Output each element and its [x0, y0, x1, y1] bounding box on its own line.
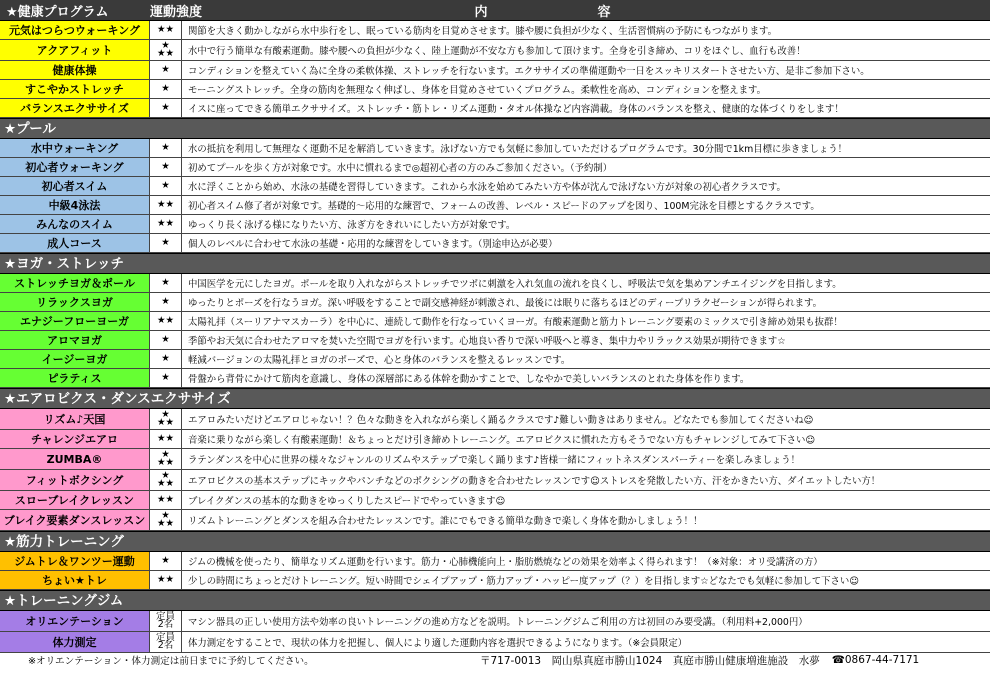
program-description: 軽減バージョンの太陽礼拝とヨガのポーズで、心と身体のバランスを整えるレッスンです。	[188, 355, 571, 366]
intensity-line: ★	[161, 40, 170, 51]
program-name: ピラティス	[0, 369, 150, 387]
program-description: モーニングストレッチ。全身の筋肉を無理なく伸ばし、身体を目覚めさせていくプログラム。柔軟性を高め、コンディションを整えます。	[188, 85, 766, 96]
program-description: 個人のレベルに合わせて水泳の基礎・応用的な練習をしていきます。（別途申込が必要）	[188, 239, 558, 250]
footer-tel: ☎0867-44-7171	[831, 654, 920, 666]
program-name: ZUMBA®	[0, 449, 150, 469]
intensity-stars: ★	[150, 139, 182, 157]
program-description: 初めてプールを歩く方が対象です。水中に慣れるまで◎超初心者の方のみご参加ください。（予約制）	[188, 163, 613, 174]
program-name: 健康体操	[0, 61, 150, 79]
program-name: みんなのスイム	[0, 215, 150, 233]
program-row	[0, 177, 990, 196]
program-row	[0, 139, 990, 158]
program-row	[0, 196, 990, 215]
section-title: ★エアロビクス・ダンスエクササイズ	[0, 388, 990, 409]
intensity-stars	[150, 611, 182, 631]
table-header	[0, 0, 990, 21]
program-name: スローブレイクレッスン	[0, 491, 150, 509]
intensity-stars: ★	[150, 234, 182, 252]
footer-address: 〒717-0013 岡山県真庭市勝山1024 真庭市勝山健康増進施設 水夢	[480, 654, 820, 667]
program-row	[0, 510, 990, 531]
intensity-stars: ★	[150, 552, 182, 570]
intensity-line: ★	[161, 510, 170, 521]
program-row	[0, 21, 990, 40]
intensity-stars	[150, 510, 182, 530]
intensity-stars: ★★	[150, 196, 182, 214]
program-name: アロマヨガ	[0, 331, 150, 349]
intensity-stars	[150, 40, 182, 60]
program-row	[0, 571, 990, 590]
intensity-line: 定員	[155, 611, 175, 622]
program-row	[0, 350, 990, 369]
program-description: 音楽に乗りながら楽しく有酸素運動！＆ちょっとだけ引き締めトレーニング。エアロビクスに慣れた方もそうでない方もチャレンジしてみて下さい☺	[188, 435, 816, 446]
intensity-line: ★★	[156, 457, 175, 468]
intensity-stars: ★	[150, 99, 182, 117]
header-intensity-label: 運動強度	[150, 4, 203, 20]
program-row	[0, 430, 990, 449]
intensity-line: 2名	[157, 619, 174, 630]
intensity-stars: ★★	[150, 312, 182, 330]
program-row	[0, 274, 990, 293]
program-description: マシン器具の正しい使用方法や効率の良いトレーニングの進め方などを説明。トレーニングジムご利用の方は初回のみ要受講。（利用料+2,000円）	[188, 617, 808, 628]
program-row	[0, 215, 990, 234]
program-description: ジムの機械を使ったり、簡単なリズム運動を行います。筋力・心肺機能向上・脂肪燃焼などの効果を効率よく得られます！（※対象：オリ受講済の方）	[188, 557, 823, 568]
program-name: ジムトレ＆ワンツー運動	[0, 552, 150, 570]
program-row	[0, 369, 990, 388]
intensity-stars: ★	[150, 274, 182, 292]
header-content-label: 内容	[474, 4, 721, 20]
intensity-stars: ★★	[150, 571, 182, 589]
intensity-stars	[150, 632, 182, 652]
program-description: ゆったりとポーズを行なうヨガ。深い呼吸をすることで副交感神経が刺激され、最後には眠りに落ちるほどのディープリラクゼーションが得られます。	[188, 298, 823, 309]
program-description: 水中で行う簡単な有酸素運動。膝や腰への負担が少なく、陸上運動が不安な方も参加して頂けます。全身を引き締め、コリをほぐし、血行も改善！	[188, 46, 806, 57]
program-row	[0, 632, 990, 653]
intensity-stars	[150, 470, 182, 490]
intensity-stars: ★	[150, 350, 182, 368]
program-description: 関節を大きく動かしながら水中歩行をし、眠っている筋肉を目覚めさせます。膝や腰に負担が少なく、生活習慣病の予防にもつながります。	[188, 26, 777, 37]
intensity-line: 2名	[157, 640, 174, 651]
intensity-stars: ★	[150, 158, 182, 176]
program-description: ゆっくり長く泳げる様になりたい方、泳ぎ方をきれいにしたい方が対象です。	[188, 220, 516, 231]
program-name: チャレンジエアロ	[0, 430, 150, 448]
intensity-stars: ★	[150, 61, 182, 79]
program-description: 水に浮くことから始め、水泳の基礎を習得していきます。これから水泳を始めてみたい方や体が沈んで泳げない方が対象の初心者クラスです。	[188, 182, 786, 193]
program-description: 太陽礼拝（スーリアナマスカーラ）を中心に、連続して動作を行なっていくヨーガ。有酸素運動と筋力トレーニング要素のミックスで引き締め効果も抜群！	[188, 317, 843, 328]
intensity-stars: ★★	[150, 491, 182, 509]
program-description: リズムトレーニングとダンスを組み合わせたレッスンです。誰にでもできる簡単な動きで楽しく身体を動かしましょう！！	[188, 516, 703, 527]
program-description: エアロみたいだけどエアロじゃない！？色々な動きを入れながら楽しく踊るクラスです♪難しい動きはありません。どなたでも参加してくださいね☺	[188, 415, 814, 426]
program-row	[0, 40, 990, 61]
program-description: 中国医学を元にしたヨガ。ポールを取り入れながらストレッチでツボに刺激を入れ気血の流れを良くし、呼吸法で気を集めアンチエイジングを目指します。	[188, 279, 842, 290]
program-row	[0, 158, 990, 177]
program-name: 初心者ウォーキング	[0, 158, 150, 176]
program-row	[0, 470, 990, 491]
program-row	[0, 552, 990, 571]
intensity-line: 定員	[155, 632, 175, 643]
program-name: すこやかストレッチ	[0, 80, 150, 98]
header-program-label: ★健康プログラム	[6, 4, 109, 20]
program-name: 初心者スイム	[0, 177, 150, 195]
section-title: ★プール	[0, 118, 990, 139]
program-name: 成人コース	[0, 234, 150, 252]
program-description: 少しの時間にちょっとだけトレーニング。短い時間でシェイプアップ・筋力アップ・ハッピー度アップ（？）を目指します☆どなたでも気軽に参加して下さい☺	[188, 576, 860, 587]
program-row	[0, 234, 990, 253]
intensity-line: ★	[161, 409, 170, 420]
program-description: 骨盤から背骨にかけて筋肉を意識し、身体の深層部にある体幹を動かすことで、しなやかで美しいバランスのとれた身体を作ります。	[188, 374, 750, 385]
program-description: 季節やお天気に合わせたアロマを焚いた空間でヨガを行います。心地良い香りで深い呼吸へと導き、集中力やリラックス効果が期待できます☆	[188, 336, 786, 347]
program-description: エアロビクスの基本ステップにキックやパンチなどのボクシングの動きを合わせたレッスンです☺ストレスを発散したい方、汗をかきたい方、ダイエットしたい方！	[188, 476, 881, 487]
intensity-line: ★★	[156, 478, 175, 489]
program-name: リズム♪天国	[0, 409, 150, 429]
intensity-stars: ★★	[150, 215, 182, 233]
program-name: リラックスヨガ	[0, 293, 150, 311]
intensity-stars	[150, 449, 182, 469]
program-name: 中級4泳法	[0, 196, 150, 214]
program-description: ラテンダンスを中心に世界の様々なジャンルのリズムやステップで楽しく踊ります♪皆様一緒にフィットネスダンスパーティーを楽しみましょう！	[188, 455, 801, 466]
program-row	[0, 99, 990, 118]
program-name: ストレッチヨガ＆ポール	[0, 274, 150, 292]
intensity-stars: ★	[150, 80, 182, 98]
program-row	[0, 449, 990, 470]
intensity-line: ★★	[156, 48, 175, 59]
program-name: バランスエクササイズ	[0, 99, 150, 117]
intensity-stars: ★	[150, 293, 182, 311]
program-row	[0, 611, 990, 632]
program-name: ちょい★トレ	[0, 571, 150, 589]
program-sections	[0, 21, 990, 653]
program-name: 元気はつらつウォーキング	[0, 21, 150, 39]
program-description: イスに座ってできる簡単エクササイズ。ストレッチ・筋トレ・リズム運動・タオル体操など内容満載。身体のバランスを整え、健康的な体づくりをします！	[188, 104, 844, 115]
program-row	[0, 293, 990, 312]
intensity-stars	[150, 409, 182, 429]
program-row	[0, 80, 990, 99]
intensity-line: ★★	[156, 417, 175, 428]
footer-note: ※オリエンテーション・体力測定は前日までに予約してください。	[28, 656, 314, 667]
intensity-line: ★	[161, 449, 170, 460]
section-title: ★ヨガ・ストレッチ	[0, 253, 990, 274]
intensity-stars: ★★	[150, 430, 182, 448]
program-name: エナジーフローヨーガ	[0, 312, 150, 330]
program-row	[0, 312, 990, 331]
intensity-stars: ★	[150, 177, 182, 195]
program-row	[0, 61, 990, 80]
program-row	[0, 491, 990, 510]
program-name: ブレイク要素ダンスレッスン	[0, 510, 150, 530]
intensity-stars: ★★	[150, 21, 182, 39]
program-description: 水の抵抗を利用して無理なく運動不足を解消していきます。泳げない方でも気軽に参加していただけるプログラムです。30分間で1km目標に歩きましょう！	[188, 144, 847, 155]
program-name: 体力測定	[0, 632, 150, 652]
intensity-line: ★	[161, 470, 170, 481]
section-title: ★トレーニングジム	[0, 590, 990, 611]
program-description: コンディションを整えていく為に全身の柔軟体操、ストレッチを行ないます。エクササイズの準備運動や一日をスッキリスタートさせたい方、是非ご参加下さい。	[188, 66, 870, 77]
program-description: 体力測定をすることで、現状の体力を把握し、個人により適した運動内容を選択できるようになります。（※会員限定）	[188, 638, 688, 649]
intensity-line: ★★	[156, 518, 175, 529]
program-name: イージーヨガ	[0, 350, 150, 368]
intensity-stars: ★	[150, 369, 182, 387]
intensity-stars: ★	[150, 331, 182, 349]
program-row	[0, 409, 990, 430]
program-description: ブレイクダンスの基本的な動きをゆっくりしたスピードでやっていきます☺	[188, 496, 506, 507]
program-row	[0, 331, 990, 350]
program-name: フィットボクシング	[0, 470, 150, 490]
program-description: 初心者スイム修了者が対象です。基礎的～応用的な練習で、フォームの改善、レベル・スピードのアップを図り、100M完泳を目標とするクラスです。	[188, 201, 820, 212]
footer	[0, 653, 990, 667]
program-name: 水中ウォーキング	[0, 139, 150, 157]
program-name: オリエンテーション	[0, 611, 150, 631]
program-name: アクアフィット	[0, 40, 150, 60]
section-title: ★筋力トレーニング	[0, 531, 990, 552]
